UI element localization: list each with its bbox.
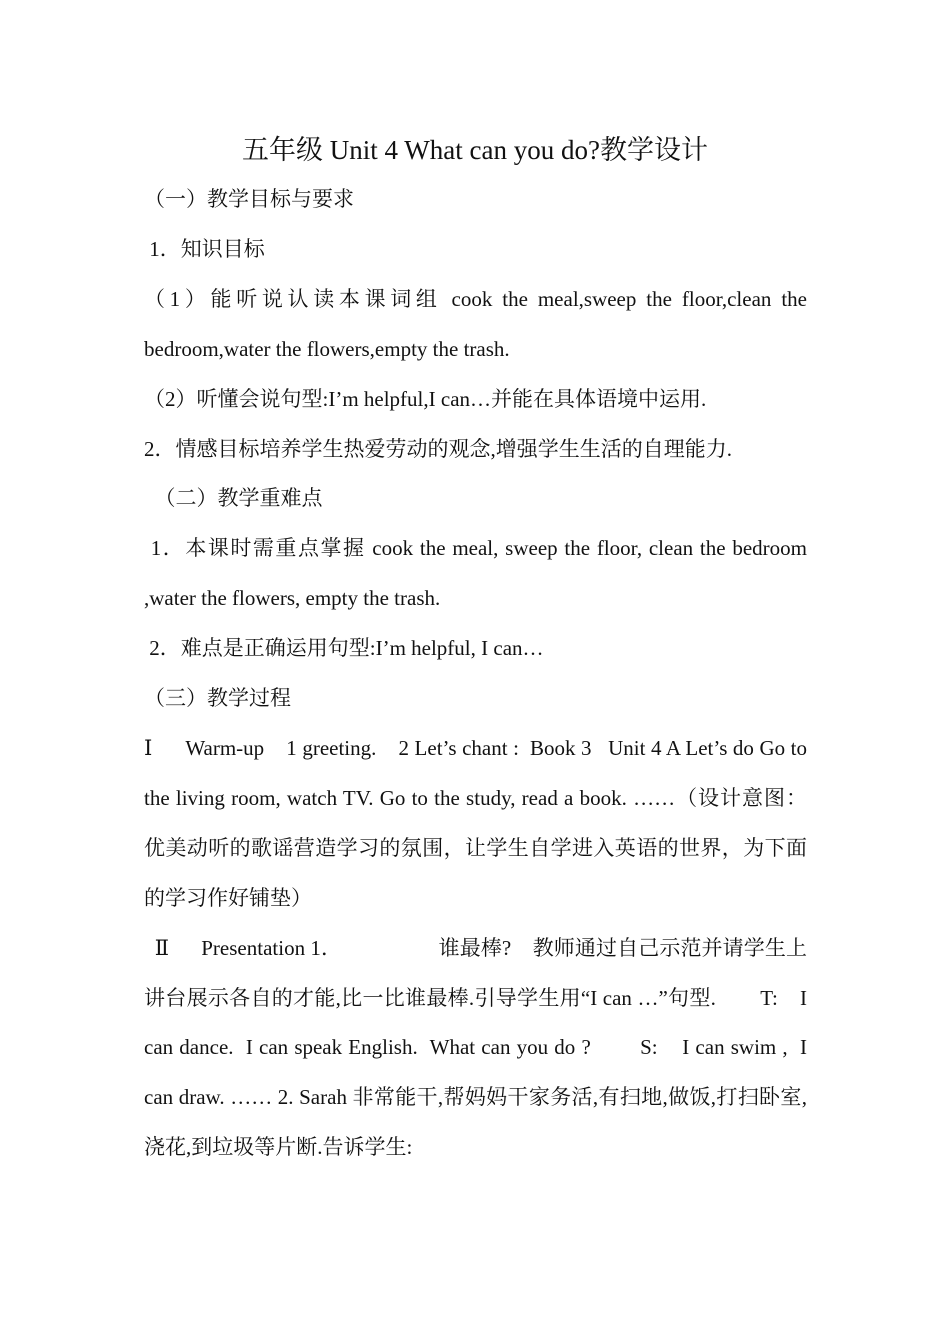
document-title: 五年级 Unit 4 What can you do?教学设计 <box>242 135 708 165</box>
process-warm-up: Ⅰ Warm-up 1 greeting. 2 Let’s chant : Book 3 Unit 4 A Let’s do Go to the living room, watch TV. Go to the study, read a book. ……（设计意图：优美动听的歌谣营造学习的氛围，让学生自学进入英语的世界，为下面的学习作好铺垫） <box>144 735 813 910</box>
document-body <box>144 175 813 1173</box>
knowledge-objective-2: （2）听懂会说句型:I’m helpful,I can…并能在具体语境中运用. <box>144 386 707 411</box>
section-heading-process: （三）教学过程 <box>144 686 291 711</box>
key-point-2: 2．难点是正确运用句型:I’m helpful, I can… <box>144 636 544 661</box>
key-point-1: 1．本课时需重点掌握 cook the meal, sweep the floor, clean the bedroom ,water the flowers, empty the trash. <box>144 536 813 611</box>
section-heading-objectives: （一）教学目标与要求 <box>144 187 354 211</box>
knowledge-objective-heading: 1．知识目标 <box>144 236 265 261</box>
section-heading-key-points: （二）教学重难点 <box>144 486 323 511</box>
emotional-objective: 2．情感目标培养学生热爱劳动的观念,增强学生生活的自理能力. <box>144 436 732 461</box>
process-presentation: Ⅱ Presentation 1． 谁最棒? 教师通过自己示范并请学生上讲台展示各自的才能,比一比谁最棒.引导学生用“I can …”句型. T: I can dance. I can speak English. What can you do ? S: I can swim , I can draw. …… 2. Sarah 非常能干,帮妈妈干家务活,有扫地,做饭,打扫卧室,浇花,到垃圾等片断.告诉学生: <box>144 935 813 1160</box>
knowledge-objective-1: （1）能听说认读本课词组 cook the meal,sweep the floor,clean the bedroom,water the flowers,empty the trash. <box>144 286 807 361</box>
